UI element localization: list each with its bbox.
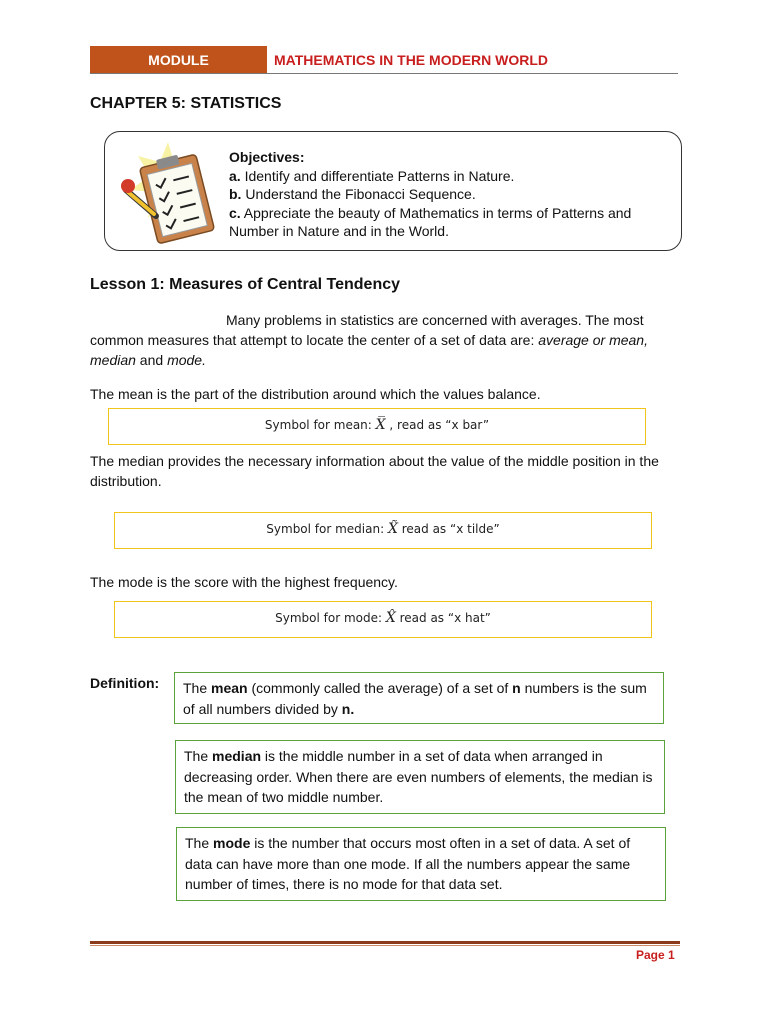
objective-marker: c. [229,204,241,221]
mean-symbol: X̅ [375,417,386,433]
lesson-title: Lesson 1: Measures of Central Tendency [90,276,401,293]
objective-text: Understand the Fibonacci Sequence. [241,186,476,202]
clipboard-checklist-icon [118,140,218,245]
median-description: The median provides the necessary information about the value of the middle position in the distribution. [90,453,659,489]
objectives-text [229,148,674,241]
objective-b [229,185,674,204]
objective-marker: b. [229,186,242,202]
definition-text: (commonly called the average) of a set of [247,680,513,696]
symbol-suffix: , read as “x bar” [385,418,490,432]
definition-text: numbers is the sum of all numbers divided by [183,680,647,717]
definition-text: The [183,680,212,696]
definition-text: The [185,835,214,851]
median-definition-box [175,740,665,814]
objectives-heading: Objectives: [229,149,305,165]
intro-emphasis-mean-median: average or mean, median [90,332,648,368]
symbol-prefix: Symbol for mean: [264,418,376,432]
intro-emphasis-mode: mode. [167,352,206,368]
footer-divider-thin [90,945,680,946]
mean-definition-box [174,672,664,724]
intro-paragraph [90,310,680,370]
definition-term-mean: mean [211,680,248,696]
definition-label: Definition: [90,675,160,691]
mode-description: The mode is the score with the highest frequency. [90,574,398,590]
footer-divider [90,941,680,944]
symbol-suffix: read as “x tilde” [397,522,500,536]
module-label: MODULE [90,46,267,74]
objective-text: Identify and differentiate Patterns in Nature. [240,167,515,184]
symbol-suffix: read as “x hat” [395,611,491,625]
page-number: Page 1 [636,948,675,962]
objective-c [229,204,674,241]
symbol-prefix: Symbol for mode: [275,611,386,625]
course-title: MATHEMATICS IN THE MODERN WORLD [274,52,549,68]
mode-symbol-box [114,601,652,638]
chapter-title: CHAPTER 5: STATISTICS [90,95,282,112]
symbol-prefix: Symbol for median: [266,522,388,536]
mean-symbol-box [108,408,646,445]
definition-text: The [184,748,213,764]
mode-definition-box [176,827,666,901]
objective-a [229,167,674,186]
definition-term-median: median [212,748,262,764]
objective-text: Appreciate the beauty of Mathematics in terms of Patterns and Number in Nature and in the World. [229,204,632,239]
objective-marker: a. [229,167,241,184]
intro-text: Many problems in statistics are concerned with averages. The most common measures that attempt to locate the center of a set of data are: [90,312,644,348]
definition-term-mode: mode [213,835,251,851]
median-symbol-box [114,512,652,549]
definition-variable-n: n [512,680,521,696]
mode-symbol: X̂ [385,610,396,626]
median-symbol: X̃ [387,521,398,537]
definition-variable-n: n. [341,700,355,717]
header-divider [90,73,678,74]
intro-text-and: and [135,352,168,368]
mean-description: The mean is the part of the distribution around which the values balance. [90,386,541,402]
definition-text: is the number that occurs most often in a set of data. A set of data can have more than one mode. If all the numbers appear the same number of times, there is no mode for that data set. [185,835,631,892]
definition-text: is the middle number in a set of data when arranged in decreasing order. When there are even numbers of elements, the median is the mean of two middle number. [184,748,653,805]
